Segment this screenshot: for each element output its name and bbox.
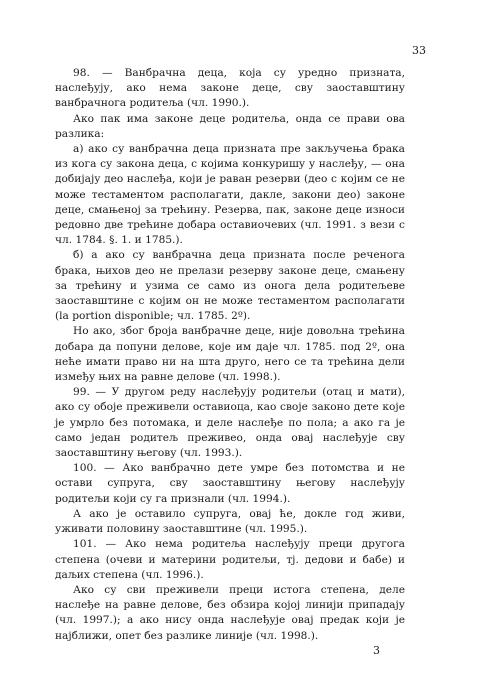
paragraph-99: 99. — У другом реду наслеђују родитељи (отац и мати), ако су обоје преживели оставиоца, као своје законо дете које је умрло без потомака, и деле наслеђе по пола; а ако га је само један родитељ преживео, онда овај наслеђује сву заоставштину његову (чл. 1993.). — [55, 386, 405, 460]
paragraph-98: 98. — Ванбрачна деца, која су уредно призната, наслеђују, ако нема законе деце, сву заоставштину ванбрачнога родитеља (чл. 1990.). — [55, 67, 405, 110]
paragraph-case-b: б) а ако су ванбрачна деца призната после реченога брака, њихов део не прелази резерву законе деце, смањену за трећину и узима се само из онога дела родитељеве заоставштине с којим он не може тестаментом располагати (la portion disponible; чл. 1785. 2º). — [55, 249, 405, 323]
page-number: 33 — [412, 44, 426, 57]
paragraph-third-insufficient: Но ако, због броја ванбрачне деце, није довољна трећина добара да попуни делове, које им даје чл. 1785. под 2º, она неће имати право ни на шта друго, него се та трећина дели између њих на равне делове (чл. 1998.). — [55, 325, 405, 384]
signature-number: 3 — [373, 644, 380, 657]
paragraph-spouse: А ако је оставило супруга, овај ће, докле год живи, уживати половину заоставштине (чл. 1995.). — [55, 507, 405, 536]
body-text — [55, 66, 405, 644]
paragraph-100: 100. — Ако ванбрачно дете умре без потомства и не остави супруга, сву заоставштину његову наслеђују родитељи који су га признали (чл. 1994.). — [55, 462, 405, 505]
paragraph-case-a: а) ако су ванбрачна деца призната пре закључења брака из кога су закона деца, с којима конкуришу у наслеђу, — она добијају део наслеђа, који је раван резерви (део с којим се не може тестаментом располагати, дакле, закони део) законе деце, смањеној за трећину. Резерва, пак, законе деце износи редовно две трећине добара оставиочевих (чл. 1991. з вези с чл. 1784. §. 1. и 1785.). — [55, 143, 405, 247]
paragraph-distinction: Ако пак има законе деце родитеља, онда се прави ова разлика: — [55, 112, 405, 140]
paragraph-101: 101. — Ако нема родитеља наслеђују преци другога степена (очеви и материни родитељи, тј. дедови и бабе) и даљих степена (чл. 1996.). — [55, 538, 405, 581]
paragraph-same-degree: Ако су сви преживели преци истога степена, деле наслеђе на равне делове, без обзира којој линији припадају (чл. 1997.); а ако нису онда наслеђује овај предак који је најближи, опет без разлике линије (чл. 1998.). — [55, 583, 405, 642]
